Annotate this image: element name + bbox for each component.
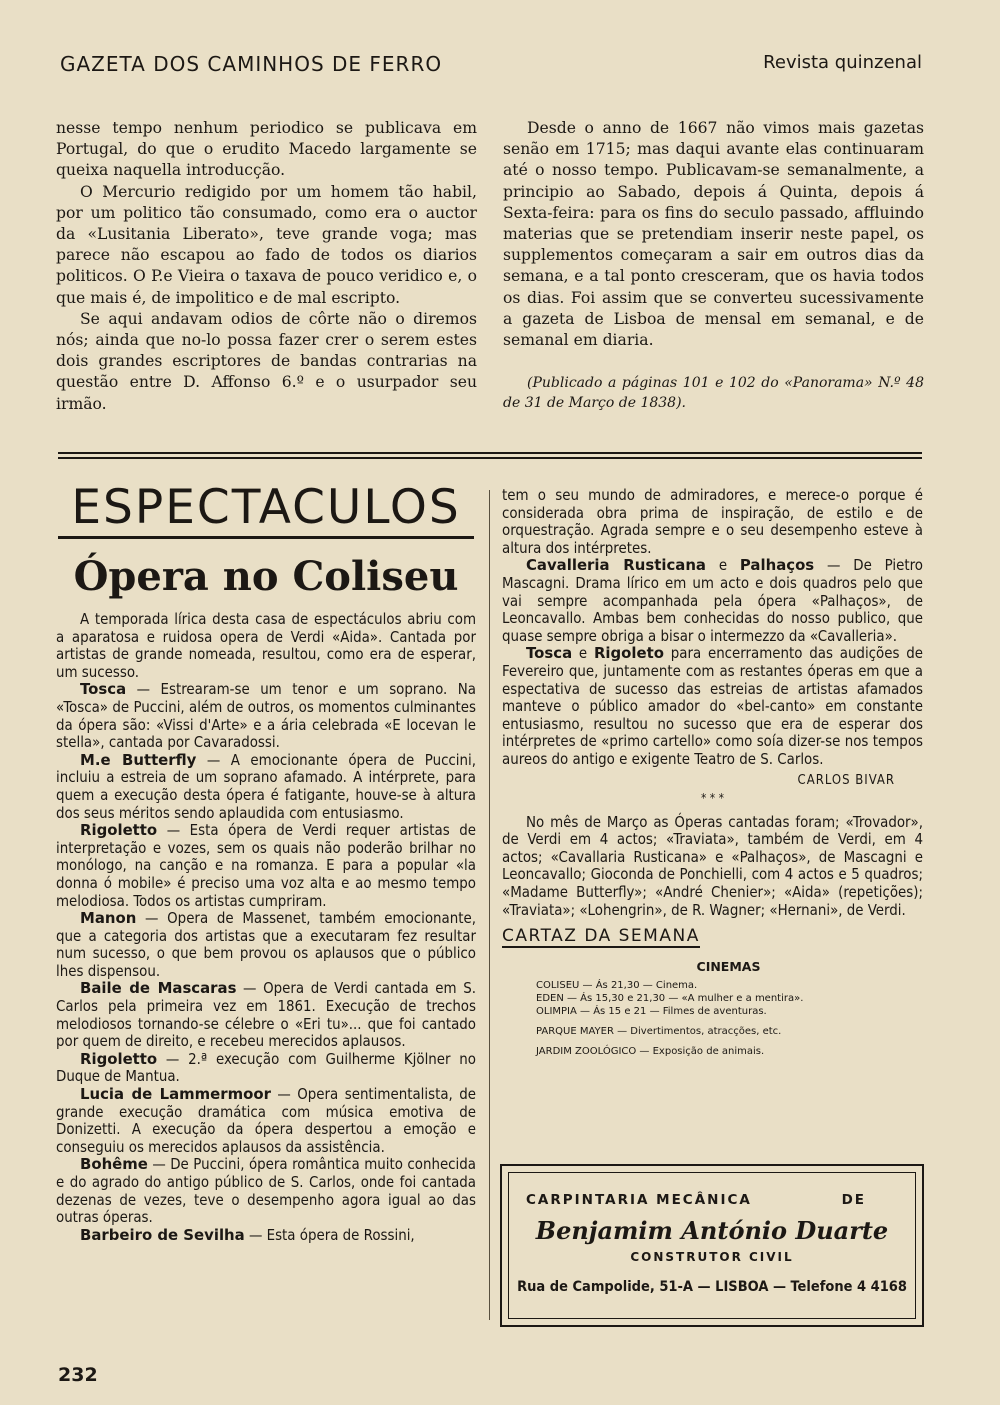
opera-text: — Esta ópera de Rossini, bbox=[244, 1225, 415, 1244]
conjunction: e bbox=[572, 644, 594, 663]
opera-name: Rigoletto bbox=[80, 1049, 158, 1068]
opera-name: Baile de Mascaras bbox=[80, 979, 237, 998]
opera-name: M.e Butterfly bbox=[80, 750, 197, 769]
top-right-column bbox=[503, 118, 924, 413]
page-number: 232 bbox=[58, 1364, 98, 1386]
opera-name: Barbeiro de Sevilha bbox=[80, 1225, 245, 1244]
section-title: ESPECTACULOS bbox=[58, 484, 474, 539]
opera-name: Tosca bbox=[526, 644, 573, 663]
opera-text: — 2.ª execução com Guilherme Kjölner no Duque de Mantua. bbox=[56, 1049, 476, 1086]
opera-entry bbox=[56, 1051, 476, 1086]
opera-entry bbox=[502, 557, 923, 645]
article-title: Ópera no Coliseu bbox=[73, 553, 459, 600]
ad-subtitle: CONSTRUTOR CIVIL bbox=[630, 1250, 794, 1264]
opera-entry bbox=[56, 1156, 476, 1226]
opera-text: — Opera sentimentalista, de grande execução dramática com música emotiva de Donizetti. A execução da ópera despertou a emoção e conseguiu os merecidos aplausos da assistência. bbox=[56, 1085, 476, 1156]
opera-entry bbox=[56, 910, 476, 980]
column-rule bbox=[489, 490, 490, 1320]
opera-text: — Opera de Massenet, também emocionante, que a categoria dos artistas que a executaram fez resultar num sucesso, o que bem provou os aplausos que o público lhes dispensou. bbox=[56, 909, 476, 980]
cinema-listings bbox=[534, 960, 923, 1058]
cinema-listing: COLISEU — Ás 21,30 — Cinema. bbox=[536, 979, 698, 991]
ad-address: Rua de Campolide, 51-A — LISBOA — Telefone 4 4168 bbox=[517, 1279, 907, 1295]
source-credit: (Publicado a páginas 101 e 102 do «Panorama» N.º 48 de 31 de Março de 1838). bbox=[503, 375, 924, 412]
opera-text: — Estrearam-se um tenor e um soprano. Na «Tosca» de Puccini, além de outros, os momentos culminantes da ópera são: «Vissi d'Arte» e a ária celebrada «E locevan le stella», cantada por Cavaradossi. bbox=[56, 680, 476, 752]
opera-entry bbox=[56, 822, 476, 910]
opera-text: para encerramento das audições de Fevereiro que, juntamente com as restantes óperas em que a espectativa de sucesso das estreias de artistas afamados manteve o público amador do «bel-canto» em constante entusiasmo, resultou no sucesso que era de esperar dos intérpretes de «primo cartello» como soía dizer-se nos tempos aureos do antigo e exigente Teatro de S. Carlos. bbox=[502, 644, 923, 768]
opera-name: Tosca bbox=[80, 680, 127, 699]
paragraph: nesse tempo nenhum periodico se publicava em Portugal, do que o erudito Macedo largamente se queixa naquella introducção. bbox=[56, 119, 477, 180]
jardim-listing: JARDIM ZOOLÓGICO — Exposição de animais. bbox=[536, 1045, 765, 1057]
cinema-listing: EDEN — Ás 15,30 e 21,30 — «A mulher e a mentira». bbox=[536, 992, 804, 1004]
opera-text: — Opera de Verdi cantada em S. Carlos pela primeira vez em 1861. Execução de trechos melodiosos tornando-se célebre o «Eri tu»... que foi cantado por quem de direito, e recebeu merecidos aplausos. bbox=[56, 979, 476, 1051]
ad-de: DE bbox=[841, 1192, 866, 1208]
cinema-listing: OLIMPIA — Ás 15 e 21 — Filmes de aventuras. bbox=[536, 1005, 767, 1017]
opera-name: Palhaços bbox=[739, 556, 815, 575]
opera-entry bbox=[56, 1086, 476, 1156]
journal-subtitle: Revista quinzenal bbox=[763, 52, 922, 73]
parque-listing: PARQUE MAYER — Divertimentos, atracções, etc. bbox=[536, 1025, 782, 1037]
march-paragraph: No mês de Março as Óperas cantadas foram; «Trovador», de Verdi em 4 actos; «Traviata», também de Verdi, em 4 actos; «Cavallaria Rusticana» e «Palhaços», de Mascagni e Leoncavallo; Gioconda de Ponchielli, com 4 actos e 5 quadros; «Madame Butterfly»; «André Chenier»; «Aida» (repetições); «Traviata»; «Lohengrin», de R. Wagner; «Hernani», de Verdi. bbox=[502, 812, 923, 919]
article-right-column bbox=[502, 487, 923, 1058]
author-signature: CARLOS BIVAR bbox=[797, 772, 895, 788]
article-left-column bbox=[56, 611, 476, 1244]
separator-stars: * * * bbox=[700, 791, 725, 806]
opera-entry bbox=[56, 1227, 476, 1245]
section-divider bbox=[58, 452, 922, 462]
opera-entry bbox=[56, 681, 476, 751]
running-header bbox=[60, 52, 922, 82]
opera-name: Cavalleria Rusticana bbox=[526, 556, 706, 575]
paragraph: Se aqui andavam odios de côrte não o diremos nós; ainda que no-lo possa fazer crer o serem estes dois grandes escriptores de bandas contrarias na questão entre D. Affonso 6.º e o usurpador seu irmão. bbox=[56, 309, 477, 413]
paragraph: Desde o anno de 1667 não vimos mais gazetas senão em 1715; mas daqui avante elas continuaram até o nosso tempo. Publicavam-se semanalmente, a principio ao Sabado, depois á Quinta, depois á Sexta-feira: para os fins do seculo passado, affluindo materias que se pretendiam inserir neste papel, os supplementos começaram a sair em outros dias da semana, e a tal ponto cresceram, que os havia todos os dias. Foi assim que se converteu sucessivamente a gazeta de Lisboa de mensal em semanal, e de semanal em diaria. bbox=[503, 119, 924, 350]
top-left-column bbox=[56, 118, 477, 415]
opera-entry bbox=[502, 645, 923, 768]
ad-trade: CARPINTARIA MECÂNICA bbox=[526, 1192, 752, 1208]
advertisement bbox=[500, 1164, 924, 1327]
opera-text: — De Puccini, ópera romântica muito conhecida e do agrado do antigo público de S. Carlos, onde foi cantada dezenas de vezes, teve o desempenho agora igual ao das outras óperas. bbox=[56, 1155, 476, 1227]
cartaz-title: CARTAZ DA SEMANA bbox=[502, 926, 700, 947]
opera-text: — Esta ópera de Verdi requer artistas de interpretação e vozes, sem os quais não poderão brilhar no monólogo, na canção e na romanza. E para a popular «la donna ó mobile» é preciso uma voz alta e ao mesmo tempo melodiosa. Todos os artistas cumpriram. bbox=[56, 821, 476, 910]
opera-name: Rigoletto bbox=[80, 821, 158, 840]
opera-entry bbox=[56, 980, 476, 1050]
opera-entry bbox=[56, 752, 476, 822]
opera-name: Bohême bbox=[80, 1155, 148, 1174]
opera-text: — A emocionante ópera de Puccini, incluiu a estreia de um soprano afamado. A intérprete, para quem a execução desta ópera é fatigante, houve-se à altura dos seus méritos sendo aplaudida com entusiasmo. bbox=[56, 750, 476, 822]
opera-name: Rigoleto bbox=[593, 644, 664, 663]
intro-paragraph: A temporada lírica desta casa de espectáculos abriu com a aparatosa e ruidosa opera de Verdi «Aida». Cantada por artistas de grande nomeada, resultou, como era de esperar, um sucesso. bbox=[56, 610, 476, 681]
opera-name: Lucia de Lammermoor bbox=[80, 1085, 271, 1104]
continuation-paragraph: tem o seu mundo de admiradores, e merece-o porque é considerada obra prima de inspiração, de estilo e de orquestração. Agrada sempre e o seu desempenho esteve à altura dos intérpretes. bbox=[502, 486, 923, 557]
opera-text: — De Pietro Mascagni. Drama lírico em um acto e dois quadros pelo que vai sempre acompanhada pela ópera «Palhaços», de Leoncavallo. Ambas bem conhecidas do nosso publico, que quase sempre obriga a bisar o intermezzo da «Cavalleria». bbox=[502, 556, 923, 645]
opera-name: Manon bbox=[80, 909, 137, 928]
paragraph: O Mercurio redigido por um homem tão habil, por um politico tão consumado, como era o auctor da «Lusitania Liberato», teve grande voga; mas parece não escapou ao fado de todos os diarios politicos. O P.e Vieira o taxava de pouco veridico e, o que mais é, de impolitico e de mal escripto. bbox=[56, 182, 477, 307]
journal-title: GAZETA DOS CAMINHOS DE FERRO bbox=[60, 52, 443, 76]
cinemas-heading: CINEMAS bbox=[696, 958, 761, 974]
ad-owner-name: Benjamim António Duarte bbox=[535, 1216, 889, 1245]
ad-business-type bbox=[526, 1192, 866, 1208]
conjunction: e bbox=[705, 556, 740, 575]
